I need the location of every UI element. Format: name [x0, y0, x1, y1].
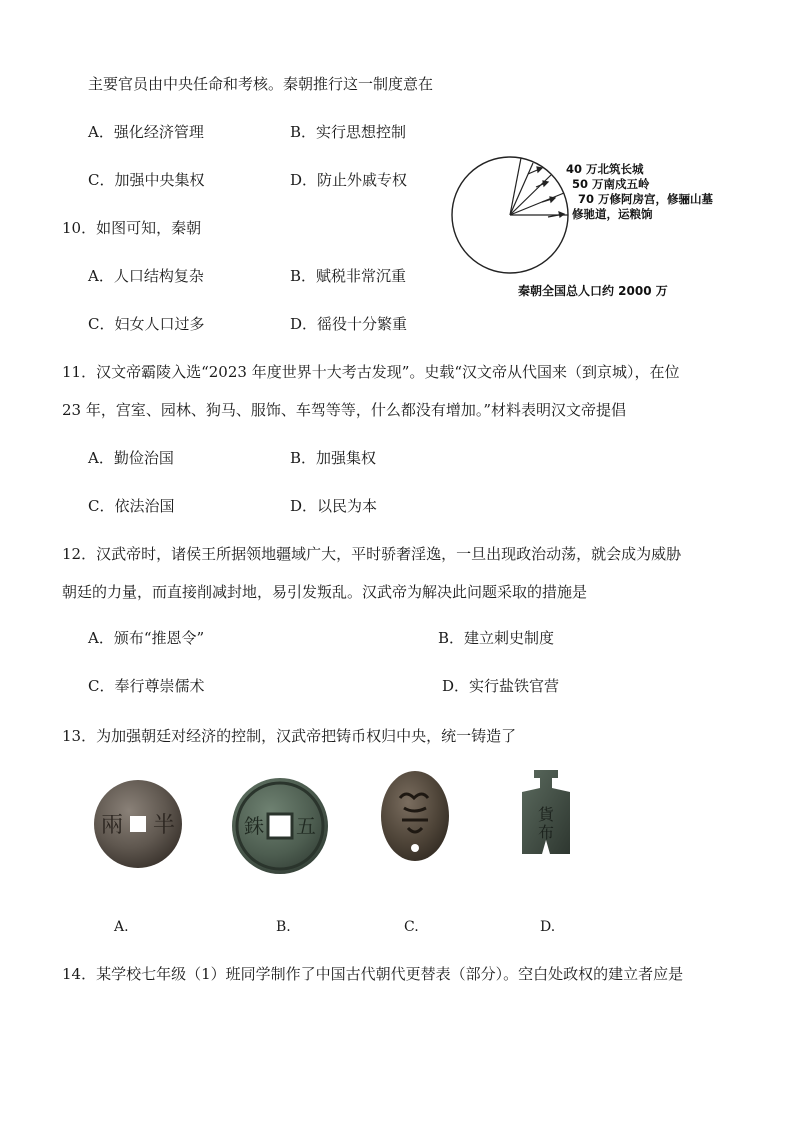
- svg-text:半: 半: [152, 813, 176, 838]
- pie-label-great-wall: 40 万北筑长城: [566, 162, 644, 176]
- q12-option-c[interactable]: C．奉行尊崇儒术: [88, 677, 205, 695]
- pie-leader-lines: [510, 162, 570, 224]
- ban-liang-coin-icon[interactable]: [92, 778, 184, 870]
- spade-coin-icon[interactable]: [516, 768, 576, 860]
- q11-stem-line1: 11．汉文帝霸陵入选“2023 年度世界十大考古发现”。史载“汉文帝从代国来（到京城），在位: [62, 363, 680, 381]
- q11-option-c[interactable]: C．依法治国: [88, 497, 175, 515]
- q12-stem-line2: 朝廷的力量，而直接削减封地，易引发叛乱。汉武帝为解决此问题采取的措施是: [62, 583, 588, 601]
- svg-text:兩: 兩: [100, 813, 124, 838]
- pie-label-roads: 修驰道，运粮饷: [572, 207, 653, 221]
- q9-option-b[interactable]: B．实行思想控制: [290, 123, 407, 141]
- q12-option-d[interactable]: D．实行盐铁官营: [442, 677, 560, 695]
- q10-stem: 10．如图可知，秦朝: [62, 219, 202, 237]
- q9-option-a[interactable]: A．强化经济管理: [88, 123, 204, 141]
- pie-label-wuling: 50 万南戍五岭: [572, 177, 650, 191]
- q10-option-d[interactable]: D．徭役十分繁重: [290, 315, 408, 333]
- q13-stem: 13．为加强朝廷对经济的控制，汉武帝把铸币权归中央，统一铸造了: [62, 727, 517, 745]
- q9-stem: 主要官员由中央任命和考核。秦朝推行这一制度意在: [88, 75, 434, 93]
- q12-option-a[interactable]: A．颁布“推恩令”: [88, 629, 205, 647]
- pie-caption: 秦朝全国总人口约 2000 万: [518, 284, 668, 298]
- q9-option-c[interactable]: C．加强中央集权: [88, 171, 205, 189]
- wu-zhu-coin-icon[interactable]: [230, 776, 330, 876]
- pie-label-epang-palace: 70 万修阿房宫，修骊山墓: [578, 192, 714, 206]
- svg-text:銖: 銖: [244, 814, 264, 838]
- q11-stem-line2: 23 年，宫室、园林、狗马、服饰、车驾等等，什么都没有增加。”材料表明汉文帝提倡: [62, 401, 627, 419]
- q12-stem-line1: 12．汉武帝时，诸侯王所据领地疆域广大，平时骄奢淫逸，一旦出现政治动荡，就会成为威胁: [62, 545, 682, 563]
- q11-option-b[interactable]: B．加强集权: [290, 449, 377, 467]
- q14-stem: 14．某学校七年级（1）班同学制作了中国古代朝代更替表（部分）。空白处政权的建立者应是: [62, 965, 684, 983]
- svg-text:布: 布: [537, 823, 555, 842]
- ant-nose-coin-icon[interactable]: [378, 768, 452, 864]
- coin-option-c-label[interactable]: C.: [404, 919, 419, 935]
- q10-option-c[interactable]: C．妇女人口过多: [88, 315, 205, 333]
- coin-option-a-label[interactable]: A.: [114, 919, 129, 935]
- coin-option-b-label[interactable]: B.: [276, 919, 291, 935]
- q9-option-d[interactable]: D．防止外戚专权: [290, 171, 408, 189]
- q11-option-a[interactable]: A．勤俭治国: [88, 449, 174, 467]
- q10-option-b[interactable]: B．赋税非常沉重: [290, 267, 407, 285]
- q10-option-a[interactable]: A．人口结构复杂: [88, 267, 204, 285]
- svg-text:貨: 貨: [537, 805, 555, 824]
- q11-option-d[interactable]: D．以民为本: [290, 497, 378, 515]
- svg-text:五: 五: [296, 814, 316, 838]
- coin-option-d-label[interactable]: D.: [540, 919, 556, 935]
- q12-option-b[interactable]: B．建立刺史制度: [438, 629, 555, 647]
